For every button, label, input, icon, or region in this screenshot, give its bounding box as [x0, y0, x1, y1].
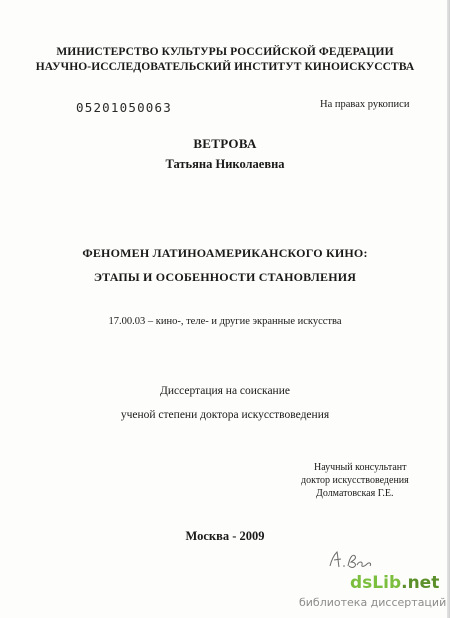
institute-heading: НАУЧНО-ИССЛЕДОВАТЕЛЬСКИЙ ИНСТИТУТ КИНОИСКУССТВА: [35, 61, 415, 73]
author-name: Татьяна Николаевна: [165, 157, 285, 171]
dslib-logo: [350, 573, 439, 593]
rights-notice: На правах рукописи: [320, 99, 410, 110]
degree-line1: Диссертация на соискание: [160, 385, 290, 397]
document-code: 05201050063: [76, 100, 172, 115]
ministry-heading: МИНИСТЕРСТВО КУЛЬТУРЫ РОССИЙСКОЙ ФЕДЕРАЦИИ: [56, 46, 394, 58]
dissertation-title-line2: ЭТАПЫ И ОСОБЕННОСТИ СТАНОВЛЕНИЯ: [93, 270, 357, 284]
logo-name: dsLib: [350, 573, 402, 593]
author-surname: ВЕТРОВА: [193, 136, 257, 151]
specialty-code: 17.00.03 – кино-, теле- и другие экранные искусства: [108, 316, 342, 327]
advisor-name: Долматовская Г.Е.: [316, 488, 394, 499]
handwritten-signature: [326, 548, 376, 572]
city-year: Москва - 2009: [185, 529, 265, 543]
logo-tld: .net: [401, 573, 440, 593]
advisor-role: Научный консультант: [314, 462, 407, 473]
watermark-subtitle: библиотека диссертаций: [299, 596, 447, 609]
dissertation-title-line1: ФЕНОМЕН ЛАТИНОАМЕРИКАНСКОГО КИНО:: [82, 246, 368, 260]
advisor-degree: доктор искусствоведения: [301, 475, 409, 486]
degree-line2: ученой степени доктора искусствоведения: [120, 409, 330, 421]
